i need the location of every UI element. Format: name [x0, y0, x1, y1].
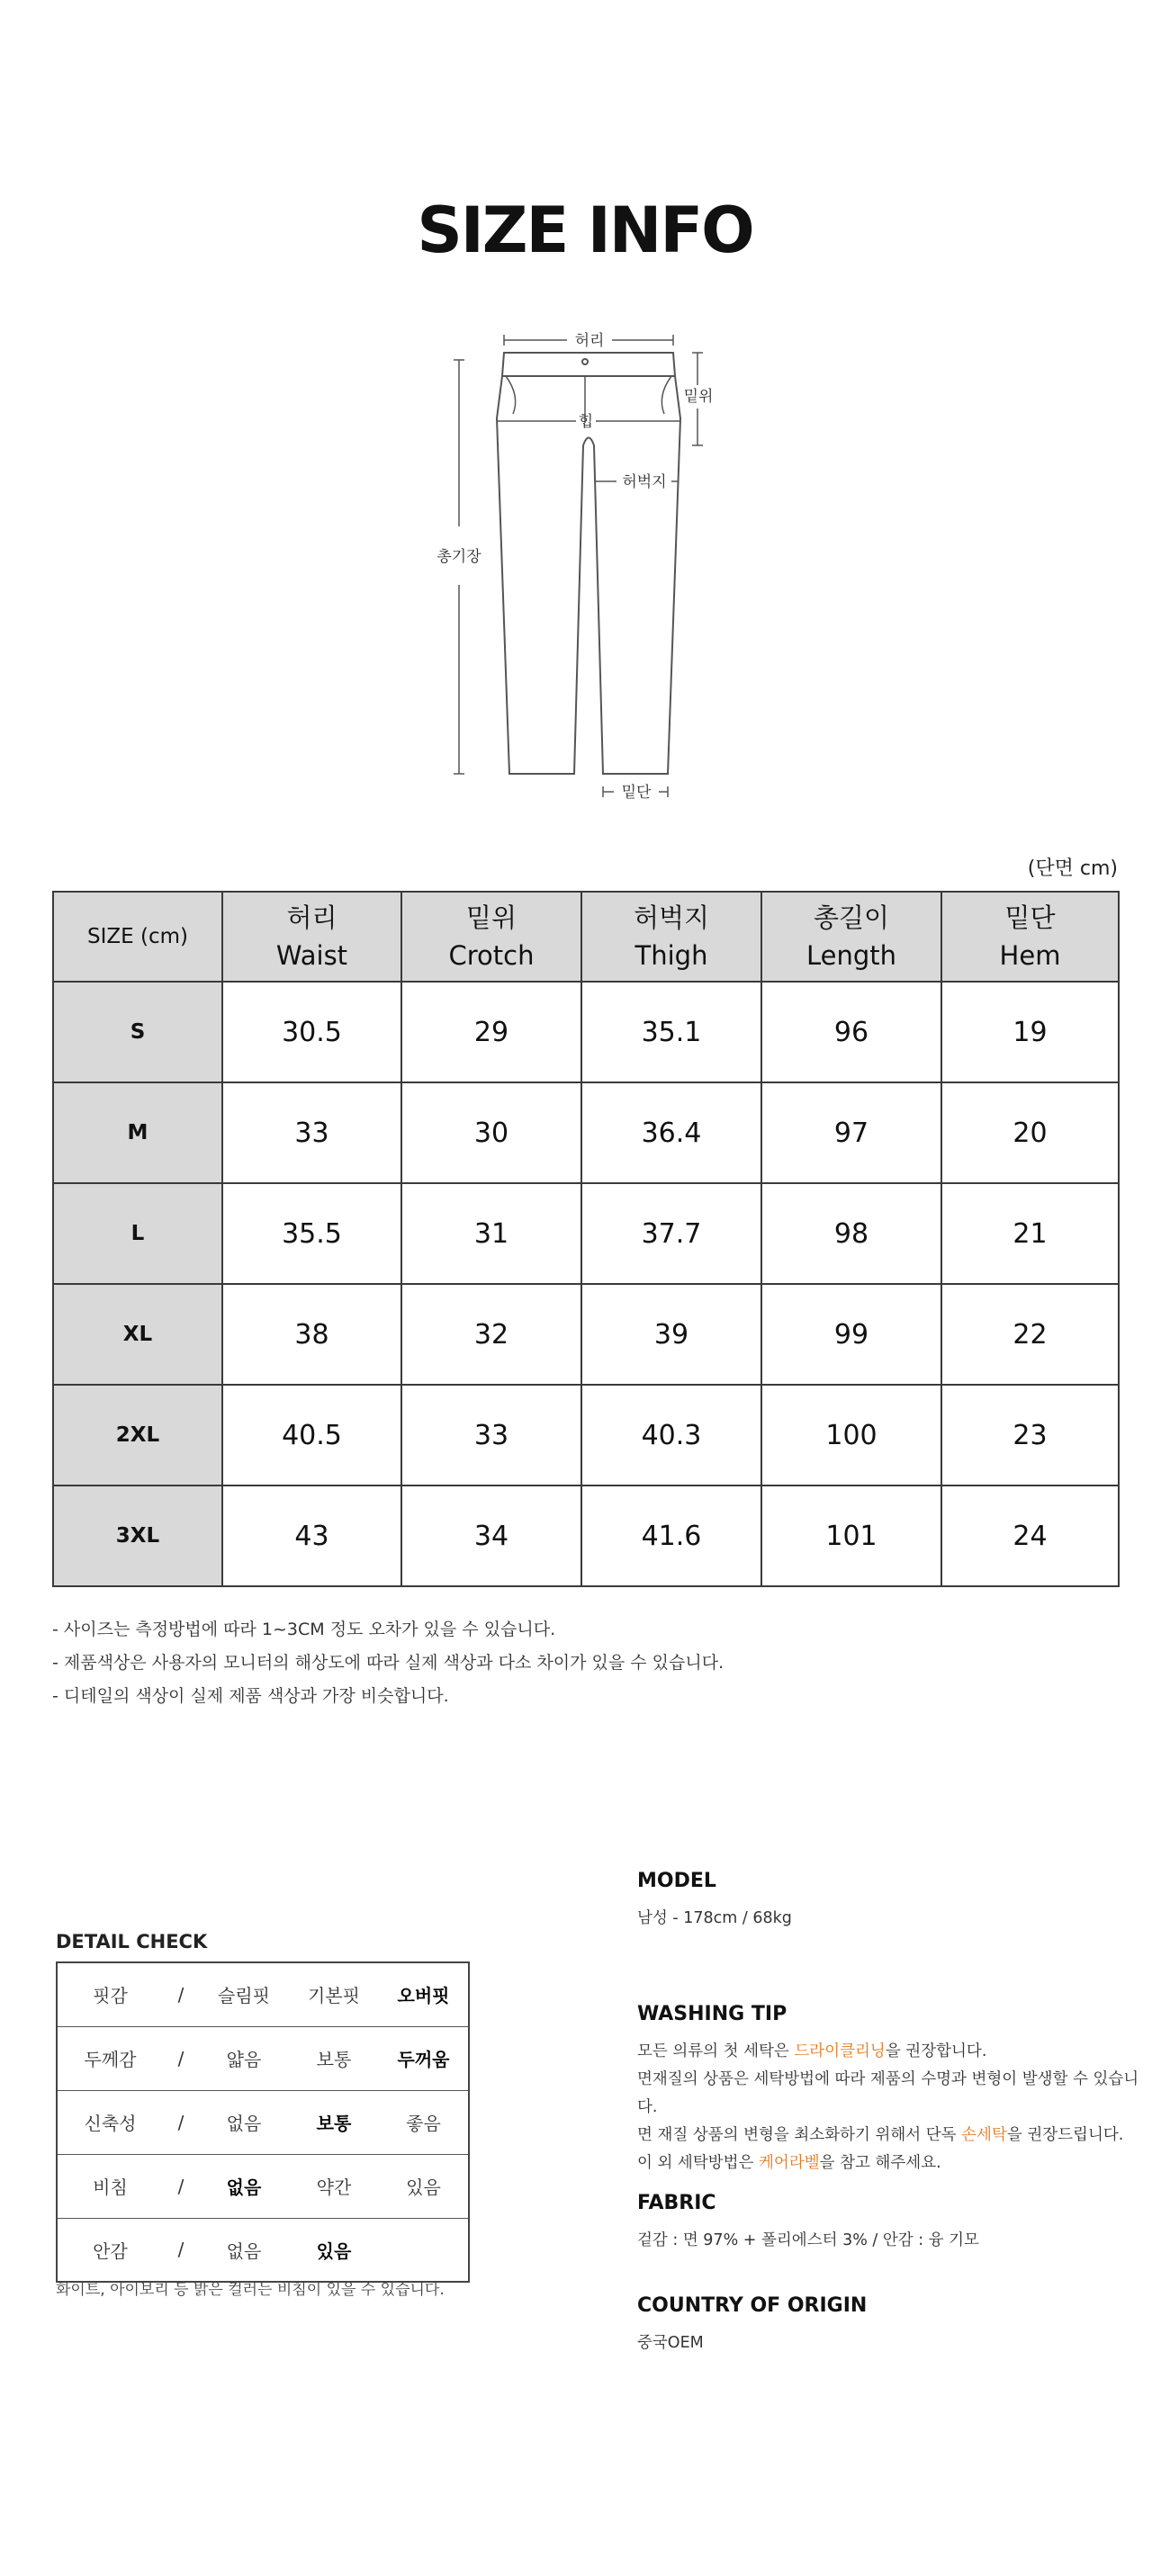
model-text: 남성 - 178cm / 68kg	[637, 1909, 792, 1927]
washing-tip-body	[637, 2038, 1141, 2177]
thigh-value: 35.1	[581, 982, 761, 1082]
washing-tip-title: WASHING TIP	[637, 2003, 788, 2025]
thigh-value: 40.3	[581, 1385, 761, 1485]
note-item: - 제품색상은 사용자의 모니터의 해상도에 따라 실제 색상과 다소 차이가 있을 수 있습니다.	[52, 1653, 724, 1673]
hem-value: 23	[941, 1385, 1119, 1485]
detail-check-separator: /	[163, 2154, 199, 2218]
size-notes	[52, 1613, 724, 1713]
header-thigh-en: Thigh	[634, 940, 708, 971]
note-item: - 디테일의 색상이 실제 제품 색상과 가장 비슷합니다.	[52, 1686, 449, 1706]
waist-value: 43	[222, 1485, 401, 1586]
waist-value: 30.5	[222, 982, 401, 1082]
size-label: S	[53, 982, 222, 1082]
table-row	[53, 1082, 1119, 1183]
detail-check-option: 오버핏	[379, 1962, 469, 2026]
header-waist-en: Waist	[275, 940, 348, 971]
origin-title: COUNTRY OF ORIGIN	[637, 2294, 868, 2317]
thigh-value: 39	[581, 1284, 761, 1385]
fabric-title: FABRIC	[637, 2192, 716, 2214]
fabric-text: 겉감 : 면 97% + 폴리에스터 3% / 안감 : 융 기모	[637, 2231, 979, 2249]
detail-check-row	[57, 2090, 469, 2154]
size-label: 3XL	[53, 1485, 222, 1586]
diagram-label-hip: 힙	[578, 413, 594, 431]
crotch-value: 32	[401, 1284, 581, 1385]
crotch-value: 30	[401, 1082, 581, 1183]
header-hem-en: Hem	[999, 940, 1061, 971]
washing-line-4-pre: 이 외 세탁방법은	[637, 2154, 760, 2172]
detail-check-option: 얇음	[199, 2026, 289, 2090]
length-value: 99	[761, 1284, 941, 1385]
length-value: 101	[761, 1485, 941, 1586]
crotch-value: 29	[401, 982, 581, 1082]
waist-value: 35.5	[222, 1183, 401, 1284]
table-row	[53, 1485, 1119, 1586]
length-value: 97	[761, 1082, 941, 1183]
page-title: SIZE INFO	[417, 193, 753, 267]
detail-check-label: 안감	[57, 2218, 163, 2282]
washing-line-4-post: 을 참고 해주세요.	[819, 2154, 941, 2172]
detail-check-title: DETAIL CHECK	[56, 1931, 208, 1952]
table-row	[53, 1284, 1119, 1385]
thigh-value: 37.7	[581, 1183, 761, 1284]
washing-line-1	[637, 2038, 1141, 2066]
hem-value: 22	[941, 1284, 1119, 1385]
header-size: SIZE (cm)	[53, 892, 222, 982]
detail-check-label: 비침	[57, 2154, 163, 2218]
length-value: 100	[761, 1385, 941, 1485]
hem-value: 19	[941, 982, 1119, 1082]
header-waist-ko: 허리	[286, 902, 338, 933]
washing-line-1-post: 을 권장합니다.	[885, 2042, 987, 2060]
table-row	[53, 1385, 1119, 1485]
crotch-value: 31	[401, 1183, 581, 1284]
header-thigh-ko: 허벅지	[633, 902, 710, 933]
washing-line-3-post: 을 권장드립니다.	[1006, 2126, 1124, 2144]
detail-check-row	[57, 2026, 469, 2090]
detail-check-label: 두께감	[57, 2026, 163, 2090]
waist-value: 38	[222, 1284, 401, 1385]
washing-tip-section	[637, 2003, 1141, 2177]
size-label: L	[53, 1183, 222, 1284]
detail-check-option: 좋음	[379, 2090, 469, 2154]
detail-check-row	[57, 2218, 469, 2282]
note-item: - 사이즈는 측정방법에 따라 1~3CM 정도 오차가 있을 수 있습니다.	[52, 1620, 556, 1639]
detail-check-option: 두꺼움	[379, 2026, 469, 2090]
washing-highlight-carelabel: 케어라벨	[759, 2154, 820, 2172]
detail-check-row	[57, 1962, 469, 2026]
washing-highlight-handwash: 손세탁	[961, 2126, 1007, 2144]
detail-check-option: 슬림핏	[199, 1962, 289, 2026]
header-length-en: Length	[806, 940, 897, 971]
length-value: 98	[761, 1183, 941, 1284]
table-row	[53, 1183, 1119, 1284]
detail-check-label: 핏감	[57, 1962, 163, 2026]
detail-check-option: 보통	[289, 2026, 379, 2090]
pants-measurement-diagram	[423, 324, 747, 810]
detail-check-table	[56, 1961, 470, 2283]
washing-line-3-pre: 면 재질 상품의 변형을 최소화하기 위해서 단독	[637, 2126, 962, 2144]
crotch-value: 33	[401, 1385, 581, 1485]
header-waist	[222, 892, 401, 982]
header-length-ko: 총길이	[813, 902, 890, 933]
header-hem-ko: 밑단	[1004, 902, 1056, 933]
hem-value: 21	[941, 1183, 1119, 1284]
waist-value: 40.5	[222, 1385, 401, 1485]
detail-check-row	[57, 2154, 469, 2218]
size-label: M	[53, 1082, 222, 1183]
table-row	[53, 982, 1119, 1082]
origin-section	[637, 2294, 1141, 2357]
diagram-label-crotch: 밑위	[683, 388, 714, 406]
length-value: 96	[761, 982, 941, 1082]
detail-check-separator: /	[163, 2090, 199, 2154]
detail-check-option: 있음	[379, 2154, 469, 2218]
detail-check-option	[379, 2218, 469, 2282]
header-crotch-en: Crotch	[448, 940, 535, 971]
size-table-header	[53, 892, 1119, 982]
washing-line-3	[637, 2122, 1141, 2150]
model-section	[637, 1870, 1141, 1933]
size-label: XL	[53, 1284, 222, 1385]
diagram-label-thigh: 허벅지	[622, 473, 667, 491]
size-table	[52, 891, 1120, 1587]
thigh-value: 41.6	[581, 1485, 761, 1586]
hem-value: 20	[941, 1082, 1119, 1183]
diagram-label-waist: 허리	[574, 332, 605, 350]
waist-value: 33	[222, 1082, 401, 1183]
detail-check-option: 없음	[199, 2218, 289, 2282]
hem-value: 24	[941, 1485, 1119, 1586]
unit-note: (단면 cm)	[1027, 857, 1118, 880]
detail-check-option: 없음	[199, 2154, 289, 2218]
detail-check-label: 신축성	[57, 2090, 163, 2154]
detail-check-option: 있음	[289, 2218, 379, 2282]
detail-check-option: 약간	[289, 2154, 379, 2218]
detail-check-separator: /	[163, 1962, 199, 2026]
header-length	[761, 892, 941, 982]
crotch-value: 34	[401, 1485, 581, 1586]
detail-check-option: 보통	[289, 2090, 379, 2154]
detail-check-caption: 화이트, 아이보리 등 밝은 컬러는 비침이 있을 수 있습니다.	[56, 2281, 445, 2299]
detail-check-option: 기본핏	[289, 1962, 379, 2026]
diagram-label-length: 총기장	[436, 548, 482, 566]
header-crotch	[401, 892, 581, 982]
thigh-value: 36.4	[581, 1082, 761, 1183]
model-title: MODEL	[637, 1870, 716, 1892]
header-crotch-ko: 밑위	[465, 902, 518, 933]
washing-line-4	[637, 2150, 1141, 2177]
detail-check-separator: /	[163, 2026, 199, 2090]
header-thigh	[581, 892, 761, 982]
washing-line-1-pre: 모든 의류의 첫 세탁은	[637, 2042, 795, 2060]
fabric-section	[637, 2192, 1141, 2255]
diagram-label-hem: 밑단	[621, 784, 652, 802]
washing-line-2: 면재질의 상품은 세탁방법에 따라 제품의 수명과 변형이 발생할 수 있습니다.	[637, 2070, 1139, 2116]
washing-highlight-dryclean: 드라이클리닝	[794, 2042, 886, 2060]
origin-text: 중국OEM	[637, 2334, 704, 2352]
header-hem	[941, 892, 1119, 982]
size-label: 2XL	[53, 1385, 222, 1485]
detail-check-option: 없음	[199, 2090, 289, 2154]
detail-check-separator: /	[163, 2218, 199, 2282]
